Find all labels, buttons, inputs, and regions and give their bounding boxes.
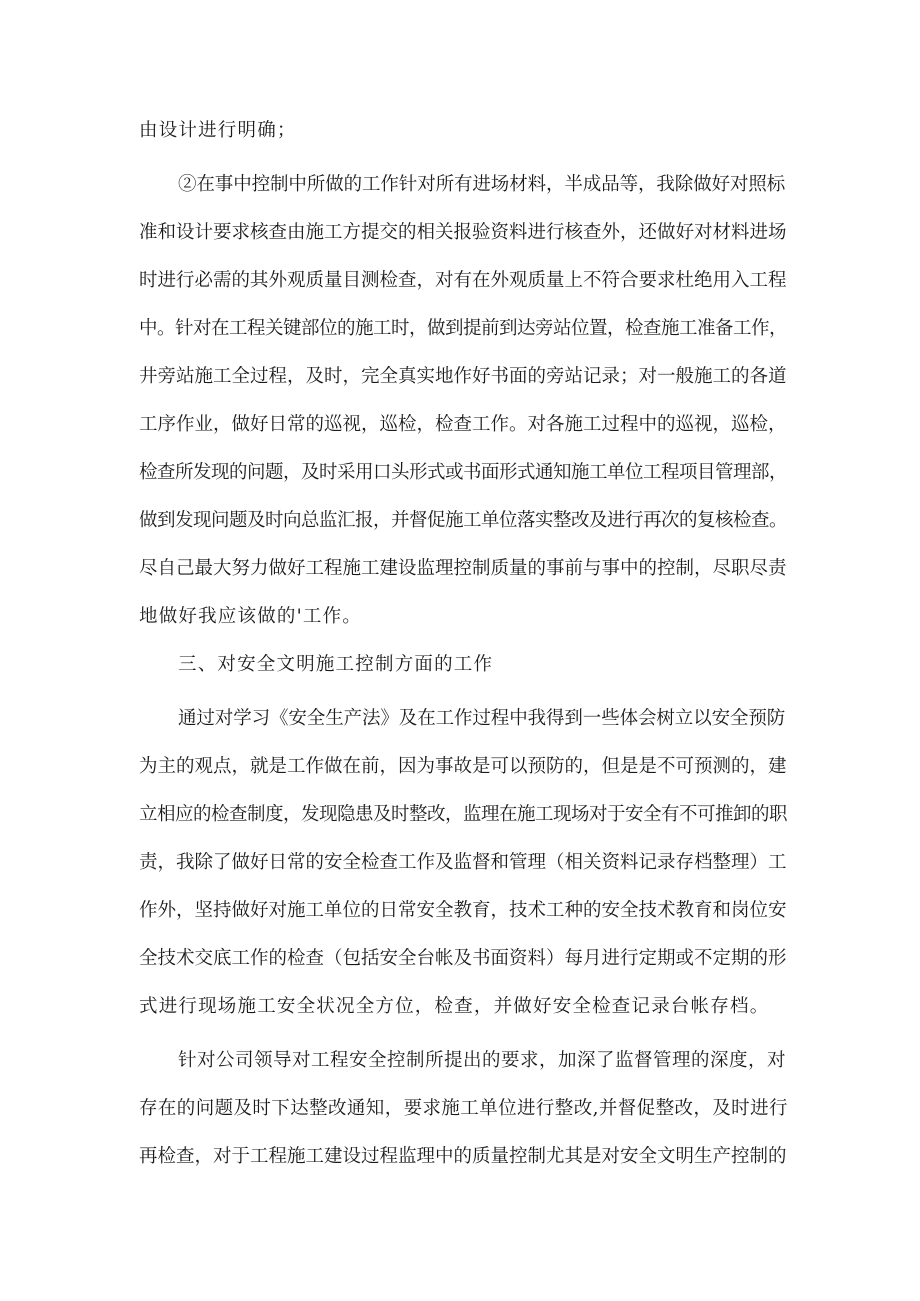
text-line: 立相应的检查制度，发现隐患及时整改，监理在施工现场对于安全有不可推卸的职	[139, 804, 788, 825]
text-line: 再检查，对于工程施工建设过程监理中的质量控制尤其是对安全文明生产控制的	[139, 1146, 787, 1167]
text-line: 存在的问题及时下达整改通知，要求施工单位进行整改,并督促整改，及时进行	[139, 1098, 788, 1119]
text-line: ②在事中控制中所做的工作针对所有进场材料，半成品等，我除做好对照标	[178, 174, 786, 195]
text-line: 中。针对在工程关键部位的施工时，做到提前到达旁站位置，检查施工准备工作，	[139, 318, 788, 339]
text-line: 工序作业，做好日常的巡视，巡检，检查工作。对各施工过程中的巡视，巡检，	[139, 414, 787, 435]
text-line: 通过对学习《安全生产法》及在工作过程中我得到一些体会树立以安全预防	[178, 708, 786, 729]
text-line: 准和设计要求核查由施工方提交的相关报验资料进行核查外，还做好对材料进场	[139, 222, 787, 243]
text-line: 责，我除了做好日常的安全检查工作及监督和管理（相关资料记录存档整理）工	[139, 852, 787, 873]
text-line: 时进行必需的其外观质量目测检查，对有在外观质量上不符合要求杜绝用入工程	[139, 270, 787, 291]
text-line: 全技术交底工作的检查（包括安全台帐及书面资料）每月进行定期或不定期的形	[139, 948, 787, 969]
text-line: 由设计进行明确；	[139, 120, 297, 141]
text-line: 为主的观点，就是工作做在前，因为事故是可以预防的，但是是不可预测的，建	[139, 756, 787, 777]
text-line: 地做好我应该做的'工作。	[139, 606, 362, 627]
text-line: 井旁站施工全过程，及时，完全真实地作好书面的旁站记录；对一般施工的各道	[139, 366, 787, 387]
text-line: 检查所发现的问题，及时采用口头形式或书面形式通知施工单位工程项目管理部，	[139, 462, 788, 483]
text-line: 尽自己最大努力做好工程施工建设监理控制质量的事前与事中的控制，尽职尽责	[139, 558, 787, 579]
text-line: 作外，坚持做好对施工单位的日常安全教育，技术工种的安全技术教育和岗位安	[139, 900, 787, 921]
text-line: 做到发现问题及时向总监汇报，并督促施工单位落实整改及进行再次的复核检查。	[139, 510, 788, 531]
section-heading: 三、对安全文明施工控制方面的工作	[178, 654, 494, 675]
text-line: 针对公司领导对工程安全控制所提出的要求，加深了监督管理的深度，对	[178, 1050, 787, 1071]
text-line: 式进行现场施工安全状况全方位，检查，并做好安全检查记录台帐存档。	[139, 996, 770, 1017]
